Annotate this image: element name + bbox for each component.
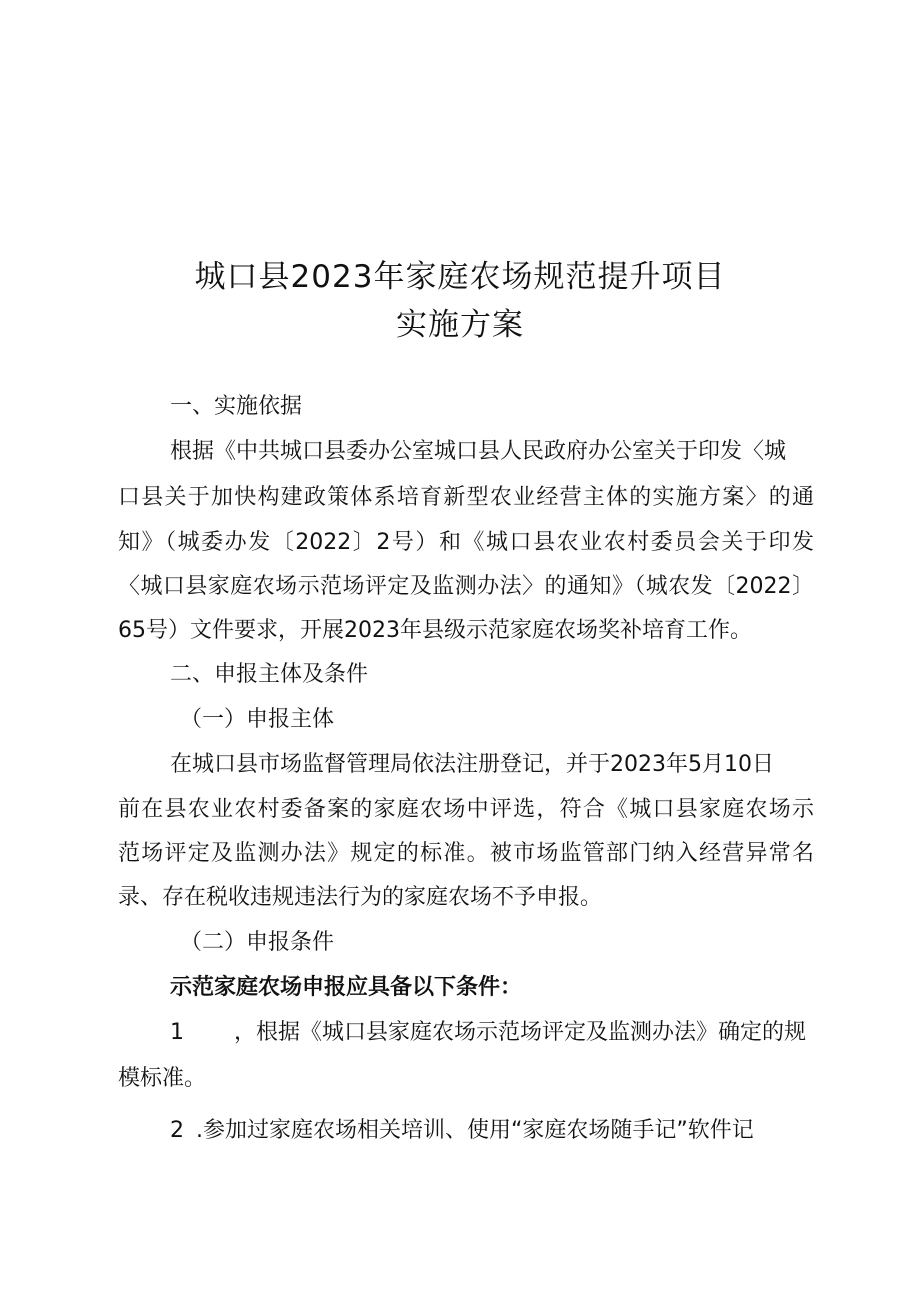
item2-number: 2 bbox=[170, 1118, 184, 1143]
section1-line-4: 〈城口县家庭农场示范场评定及监测办法〉的通知》（城农发〔2022〕 bbox=[118, 574, 814, 599]
item1-line-2: 模标准。 bbox=[118, 1066, 207, 1091]
document-title-line1: 城口县2023年家庭农场规范提升项目 bbox=[194, 259, 726, 295]
sub1-line-2: 前在县农业农村委备案的家庭农场中评选，符合《城口县家庭农场示 bbox=[118, 797, 814, 822]
item1-text: ，根据《城口县家庭农场示范场评定及监测办法》确定的规 bbox=[234, 1020, 807, 1045]
item1-number: 1 bbox=[170, 1020, 184, 1045]
item2-text: .参加过家庭农场相关培训、使用“家庭农场随手记”软件记 bbox=[196, 1118, 754, 1143]
item2-line-1 bbox=[170, 1116, 870, 1146]
section1-line-1: 根据《中共城口县委办公室城口县人民政府办公室关于印发〈城 bbox=[170, 439, 787, 464]
sub2-bold-line: 示范家庭农场申报应具备以下条件： bbox=[170, 975, 523, 1000]
sub2-heading: （二）申报条件 bbox=[180, 930, 335, 955]
section1-line-5: 65号）文件要求，开展2023年县级示范家庭农场奖补培育工作。 bbox=[118, 618, 752, 643]
document-title-line2: 实施方案 bbox=[396, 307, 524, 343]
section1-heading: 一、实施依据 bbox=[170, 394, 303, 419]
section1-line-2: 口县关于加快构建政策体系培育新型农业经营主体的实施方案〉的通 bbox=[118, 485, 814, 510]
section2-heading: 二、申报主体及条件 bbox=[170, 662, 369, 687]
sub1-line-3: 范场评定及监测办法》规定的标准。被市场监管部门纳入经营异常名 bbox=[118, 841, 814, 866]
sub1-line-1: 在城口县市场监督管理局依法注册登记，并于2023年5月10日 bbox=[170, 752, 774, 777]
sub1-heading: （一）申报主体 bbox=[180, 707, 335, 732]
section1-line-3: 知》（城委办发〔2022〕2号）和《城口县农业农村委员会关于印发 bbox=[118, 530, 814, 555]
sub1-line-4: 录、存在税收违规违法行为的家庭农场不予申报。 bbox=[118, 885, 603, 910]
item1-line-1 bbox=[170, 1018, 870, 1048]
